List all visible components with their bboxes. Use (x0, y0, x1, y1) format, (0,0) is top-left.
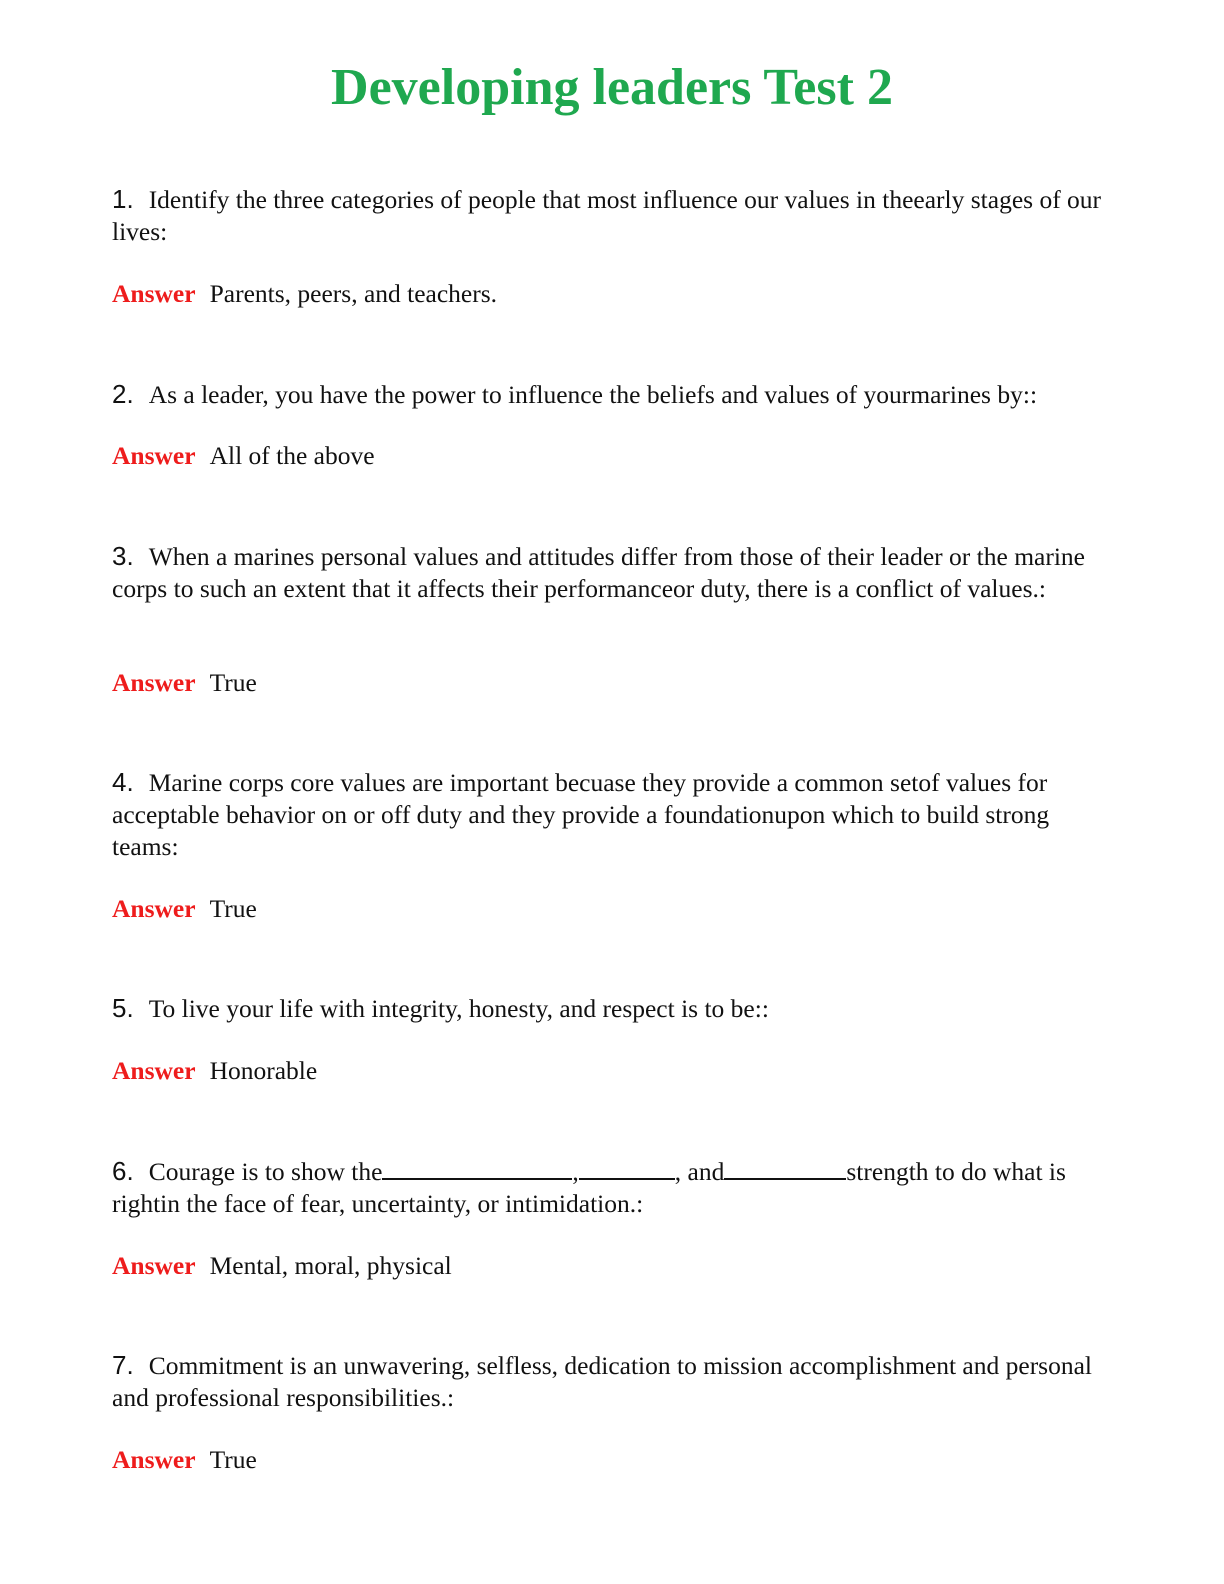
question-text-part1: Courage is to show the (148, 1157, 383, 1186)
fill-blank-3 (724, 1156, 846, 1180)
question-4 (112, 766, 1122, 863)
answer-label: Answer (112, 894, 196, 923)
question-number: 5. (112, 993, 134, 1023)
question-7 (112, 1349, 1122, 1414)
answer-label: Answer (112, 279, 196, 308)
question-5 (112, 992, 1122, 1025)
question-number: 6. (112, 1156, 134, 1186)
question-text-part3: strength to do what is rightin the face of fear, uncertainty, or intimidation.: (112, 1157, 1066, 1218)
question-number: 4. (112, 767, 134, 797)
question-2 (112, 378, 1122, 411)
question-number: 7. (112, 1350, 134, 1380)
answer-7 (112, 1444, 257, 1476)
answer-text: True (209, 668, 257, 697)
question-1 (112, 183, 1122, 248)
question-text: Identify the three categories of people that most influence our values in theearly stages of our lives: (112, 185, 1102, 246)
fill-blank-1 (382, 1156, 572, 1180)
answer-label: Answer (112, 1056, 196, 1085)
question-6 (112, 1155, 1122, 1220)
answer-4 (112, 893, 257, 925)
page-title: Developing leaders Test 2 (331, 59, 893, 116)
question-text: To live your life with integrity, honesty, and respect is to be:: (148, 994, 769, 1023)
question-text-sep1: , (572, 1157, 579, 1186)
question-number: 1. (112, 184, 134, 214)
answer-label: Answer (112, 1251, 196, 1280)
answer-text: True (209, 1445, 257, 1474)
answer-text: Parents, peers, and teachers. (209, 279, 498, 308)
question-number: 2. (112, 379, 134, 409)
question-3 (112, 540, 1122, 605)
question-text: As a leader, you have the power to influence the beliefs and values of yourmarines by:: (148, 380, 1038, 409)
fill-blank-2 (579, 1156, 675, 1180)
answer-text: Honorable (209, 1056, 318, 1085)
question-number: 3. (112, 541, 134, 571)
answer-label: Answer (112, 441, 196, 470)
question-text: Marine corps core values are important becuase they provide a common setof values for acceptable behavior on or off duty and they provide a foundationupon which to build strong teams: (112, 768, 1050, 861)
question-text: Commitment is an unwavering, selfless, dedication to mission accomplishment and personal and professional responsibilities.: (112, 1351, 1093, 1412)
answer-text: True (209, 894, 257, 923)
answer-text: All of the above (209, 441, 375, 470)
answer-text: Mental, moral, physical (209, 1251, 452, 1280)
answer-3 (112, 667, 257, 699)
answer-label: Answer (112, 668, 196, 697)
answer-5 (112, 1055, 317, 1087)
answer-1 (112, 278, 497, 310)
question-text: When a marines personal values and attitudes differ from those of their leader or the marine corps to such an extent that it affects their performanceor duty, there is a conflict of values.: (112, 542, 1085, 603)
answer-2 (112, 440, 375, 472)
answer-6 (112, 1250, 452, 1282)
question-text-part2: , and (674, 1157, 725, 1186)
answer-label: Answer (112, 1445, 196, 1474)
